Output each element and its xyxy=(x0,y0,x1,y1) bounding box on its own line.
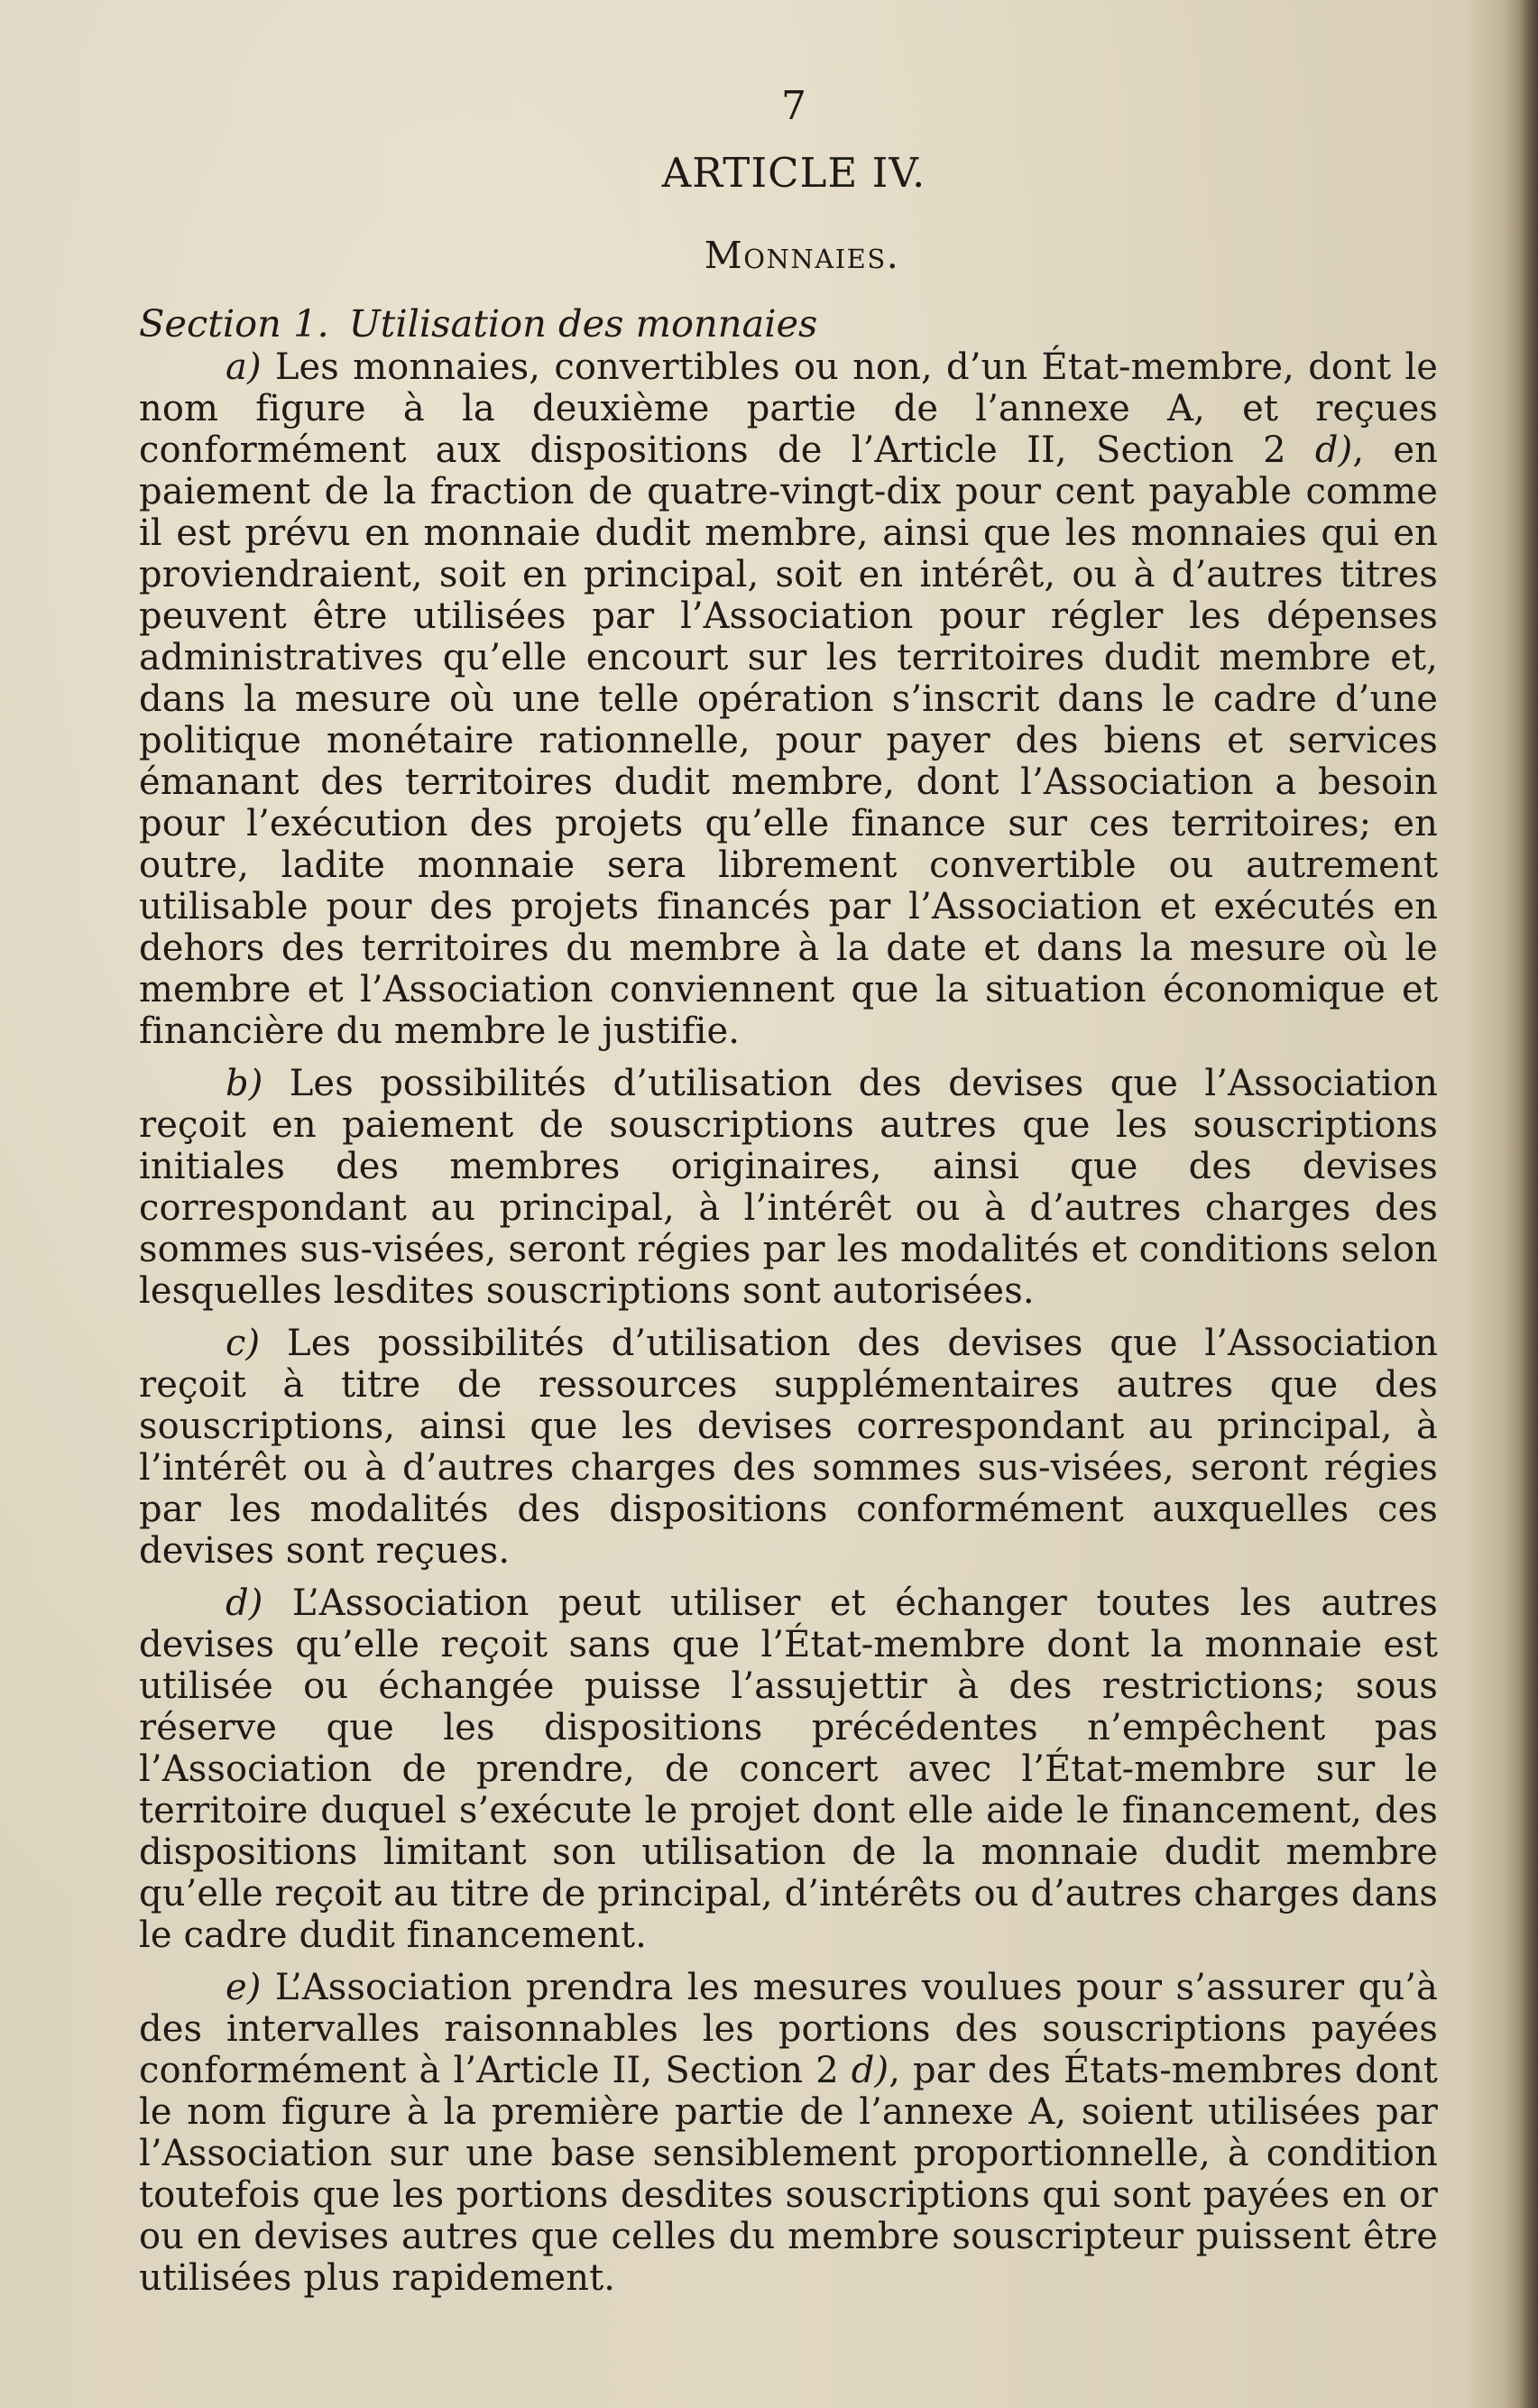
paragraph-reference: d) xyxy=(851,2050,889,2091)
paragraph-text: L’Association prendra les mesures voulues pour s’assurer qu’à des intervalles raisonnables les portions des souscriptions payées conformément à l’Article II, Section 2 xyxy=(139,1967,1438,2091)
paragraph-e xyxy=(139,1967,1438,2299)
paragraph-b xyxy=(139,1063,1438,1312)
page-content xyxy=(139,79,1438,2310)
page-number: 7 xyxy=(781,83,806,129)
paragraph-c xyxy=(139,1323,1438,1572)
chapter-title: Monnaies. xyxy=(704,234,900,277)
paragraph-d xyxy=(139,1582,1438,1956)
paragraph-text: Les possibilités d’utilisation des devises que l’Association reçoit en paiement de souscriptions autres que les souscriptions initiales des membres originaires, ainsi que des devises correspondant au principal, à l’intérêt ou à d’autres charges des sommes sus-visées, seront régies par les modalités et conditions selon lesquelles lesdites souscriptions sont autorisées. xyxy=(139,1063,1438,1312)
paragraph-reference: d) xyxy=(1314,429,1353,471)
paragraph-label: c) xyxy=(226,1323,261,1364)
paragraph-a xyxy=(139,346,1438,1052)
paragraph-text: L’Association peut utiliser et échanger toutes les autres devises qu’elle reçoit sans que l’État-membre dont la monnaie est utilisée ou échangée puisse l’assujettir à des restrictions; sous réserve que les dispositions précédentes n’empêchent pas l’Association de prendre, de concert avec l’État-membre sur le territoire duquel s’exécute le projet dont elle aide le financement, des dispositions limitant son utilisation de la monnaie dudit membre qu’elle reçoit au titre de principal, d’intérêts ou d’autres charges dans le cadre dudit financement. xyxy=(139,1582,1438,1956)
paragraph-label: e) xyxy=(226,1967,262,2008)
paragraph-label: a) xyxy=(226,346,262,388)
section-label: Section 1. xyxy=(139,301,329,346)
page-edge-shadow xyxy=(1504,0,1538,2408)
paragraph-label: d) xyxy=(226,1582,263,1624)
section-title: Utilisation des monnaies xyxy=(348,301,818,346)
paragraph-text-continued: , par des États-membres dont le nom figure à la première partie de l’annexe A, soient utilisées par l’Association sur une base sensiblement proportionnelle, à condition toutefois que les portions desdites souscriptions qui sont payées en or ou en devises autres que celles du membre souscripteur puissent être utilisées plus rapidement. xyxy=(139,2050,1438,2299)
paragraph-text: Les monnaies, convertibles ou non, d’un État-membre, dont le nom figure à la deuxième partie de l’annexe A, et reçues conformément aux dispositions de l’Article II, Section 2 xyxy=(139,346,1438,471)
paragraph-label: b) xyxy=(226,1063,263,1104)
section-heading xyxy=(139,303,1438,345)
paragraph-text-continued: , en paiement de la fraction de quatre-vingt-dix pour cent payable comme il est prévu en monnaie dudit membre, ainsi que les monnaies qui en proviendraient, soit en principal, soit en intérêt, ou à d’autres titres peuvent être utilisées par l’Association pour régler les dépenses administratives qu’elle encourt sur les territoires dudit membre et, dans la mesure où une telle opération s’inscrit dans le cadre d’une politique monétaire rationnelle, pour payer des biens et services émanant des territoires dudit membre, dont l’Association a besoin pour l’exécution des projets qu’elle finance sur ces territoires; en outre, ladite monnaie sera librement convertible ou autrement utilisable pour des projets financés par l’Association et exécutés en dehors des territoires du membre à la date et dans la mesure où le membre et l’Association conviennent que la situation économique et financière du membre le justifie. xyxy=(139,429,1438,1052)
article-title: ARTICLE IV. xyxy=(661,149,926,197)
paragraph-text: Les possibilités d’utilisation des devises que l’Association reçoit à titre de ressources supplémentaires autres que des souscriptions, ainsi que les devises correspondant au principal, à l’intérêt ou à d’autres charges des sommes sus-visées, seront régies par les modalités des dispositions conformément auxquelles ces devises sont reçues. xyxy=(139,1323,1438,1572)
